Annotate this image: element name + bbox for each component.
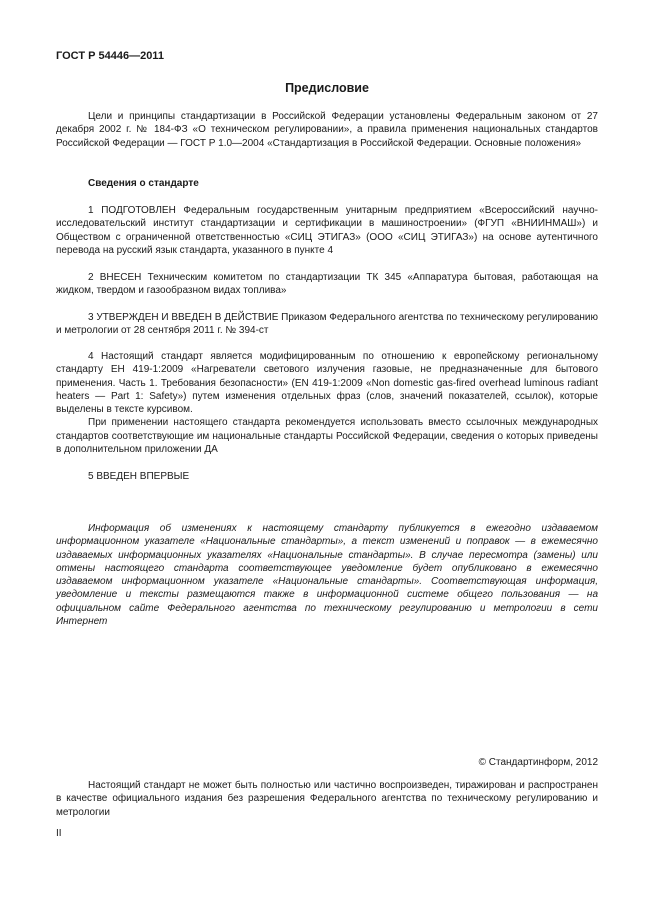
item-4-note-paragraph: При применении настоящего стандарта рекомендуется использовать вместо ссылочных международных стандартов соответствующие им национальные стандарты Российской Федерации, сведения о которых приведены в дополнительном приложении ДА	[56, 417, 598, 456]
item-2-paragraph: 2 ВНЕСЕН Техническим комитетом по стандартизации ТК 345 «Аппаратура бытовая, работающая на жидком, твердом и газообразном видах топлива»	[56, 272, 598, 297]
intro-paragraph: Цели и принципы стандартизации в Российской Федерации установлены Федеральным законом от 27 декабря 2002 г. № 184-ФЗ «О техническом регулировании», а правила применения национальных стандартов Российской Федерации — ГОСТ Р 1.0—2004 «Стандартизация в Российской Федерации. Основные положения»	[56, 111, 598, 149]
item-2-block	[56, 271, 598, 298]
info-heading: Сведения о стандарте	[88, 178, 199, 189]
item-3-paragraph: 3 УТВЕРЖДЕН И ВВЕДЕН В ДЕЙСТВИЕ Приказом Федерального агентства по техническому регулированию и метрологии от 28 сентября 2011 г. № 394-ст	[56, 312, 598, 337]
item-5-paragraph: 5 ВВЕДЕН ВПЕРВЫЕ	[88, 471, 190, 482]
item-3-block	[56, 311, 598, 338]
reproduction-notice-paragraph: Настоящий стандарт не может быть полностью или частично воспроизведен, тиражирован и распространен в качестве официального издания без разрешения Федерального агентства по техническому регулированию и метрологии	[56, 780, 598, 818]
copyright-notice: © Стандартинформ, 2012	[478, 757, 598, 768]
page-title: Предисловие	[285, 81, 369, 95]
intro-paragraph-block	[56, 110, 598, 150]
item-4-paragraph: 4 Настоящий стандарт является модифицированным по отношению к европейскому региональному стандарту ЕН 419-1:2009 «Нагреватели светового излучения газовые, не предназначенные для бытового применения. Часть 1. Требования безопасности» (EN 419-1:2009 «Non domestic gas-fired overhead luminous radiant heaters — Part 1: Safety») путем изменения отдельных фраз (слов, значений показателей, ссылок), которые выделены в тексте курсивом.	[56, 351, 598, 416]
reproduction-notice-block	[56, 779, 598, 819]
change-info-paragraph: Информация об изменениях к настоящему стандарту публикуется в ежегодно издаваемом информационном указателе «Национальные стандарты», а текст изменений и поправок — в ежемесячно издаваемых информационных указателях «Национальные стандарты». В случае пересмотра (замены) или отмены настоящего стандарта соответствующее уведомление будет опубликовано в ежемесячно издаваемом информационном указателе «Национальные стандарты». Соответствующая информация, уведомление и тексты размещаются также в информационной системе общего пользования — на официальном сайте Федерального агентства по техническому регулированию и метрологии в сети Интернет	[56, 523, 598, 628]
change-info-block	[56, 522, 598, 628]
item-5-block	[56, 470, 598, 483]
item-1-paragraph: 1 ПОДГОТОВЛЕН Федеральным государственным унитарным предприятием «Всероссийский научно-исследовательский институт стандартизации и сертификации в машиностроении» (ФГУП «ВНИИНМАШ») и Обществом с ограниченной ответственностью «СИЦ ЭТИГАЗ» (ООО «СИЦ ЭТИГАЗ») на основе аутентичного перевода на русский язык стандарта, указанного в пункте 4	[56, 205, 598, 256]
page-number: II	[56, 828, 62, 839]
document-code-header: ГОСТ Р 54446—2011	[56, 50, 164, 62]
item-4-block	[56, 350, 598, 456]
item-1-block	[56, 204, 598, 257]
